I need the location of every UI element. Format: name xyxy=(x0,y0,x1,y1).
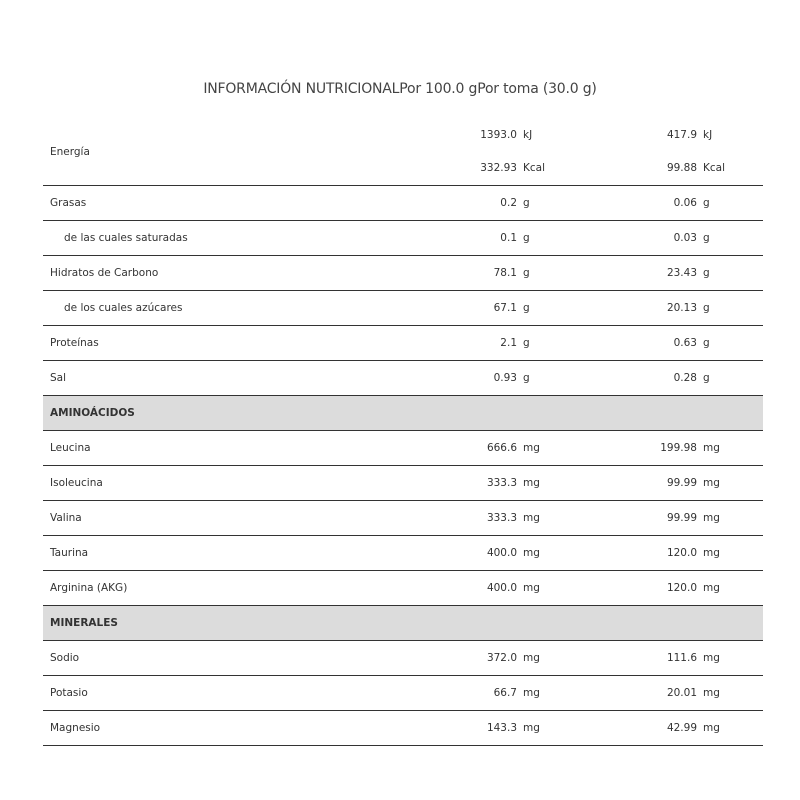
value: 417.9 xyxy=(666,129,697,141)
value: 99.88 xyxy=(666,162,697,174)
per100-cell xyxy=(453,431,573,465)
nutrient-label: Valina xyxy=(50,512,82,524)
value: 332.93 xyxy=(480,162,517,174)
value: 78.1 xyxy=(493,267,517,279)
value: 0.1 xyxy=(500,232,517,244)
nutrient-label: Potasio xyxy=(50,687,88,699)
value: 333.3 xyxy=(486,477,517,489)
unit: g xyxy=(523,372,530,384)
unit: mg xyxy=(703,582,720,594)
value: 99.99 xyxy=(666,512,697,524)
nutrient-label: Arginina (AKG) xyxy=(50,582,128,594)
unit: mg xyxy=(703,652,720,664)
unit: mg xyxy=(703,477,720,489)
serving-cell xyxy=(633,571,763,605)
table-row xyxy=(43,501,763,536)
nutrient-label: Taurina xyxy=(50,547,89,559)
energy-kj-serving xyxy=(633,118,763,152)
nutrient-label: Leucina xyxy=(50,442,91,454)
value: 0.93 xyxy=(493,372,517,384)
nutrient-label: Magnesio xyxy=(50,722,101,734)
unit: mg xyxy=(523,547,540,559)
unit: kJ xyxy=(703,129,713,141)
serving-cell xyxy=(633,466,763,500)
unit: mg xyxy=(523,442,540,454)
serving-cell xyxy=(633,221,763,255)
per100-cell xyxy=(453,361,573,395)
table-row xyxy=(43,291,763,326)
unit: mg xyxy=(703,687,720,699)
unit: g xyxy=(523,197,530,209)
value: 199.98 xyxy=(660,442,697,454)
section-title: AMINOÁCIDOS xyxy=(50,407,135,419)
unit: mg xyxy=(703,547,720,559)
table-row xyxy=(43,326,763,361)
table-row xyxy=(43,641,763,676)
unit: g xyxy=(703,372,710,384)
table-row xyxy=(43,711,763,746)
per100-cell xyxy=(453,466,573,500)
per100-cell xyxy=(453,501,573,535)
value: 2.1 xyxy=(500,337,517,349)
value: 20.01 xyxy=(666,687,697,699)
value: 333.3 xyxy=(486,512,517,524)
value: 67.1 xyxy=(493,302,517,314)
serving-cell xyxy=(633,501,763,535)
section-title: MINERALES xyxy=(50,617,118,629)
nutrient-label: Proteínas xyxy=(50,337,99,349)
nutrition-table xyxy=(43,118,763,746)
table-row xyxy=(43,186,763,221)
unit: g xyxy=(703,232,710,244)
per100-cell xyxy=(453,221,573,255)
serving-cell xyxy=(633,186,763,220)
value: 0.63 xyxy=(673,337,697,349)
unit: mg xyxy=(703,722,720,734)
nutrient-label: Isoleucina xyxy=(50,477,103,489)
energy-label: Energía xyxy=(50,145,90,158)
per100-cell xyxy=(453,256,573,290)
unit: mg xyxy=(523,582,540,594)
unit: mg xyxy=(523,512,540,524)
unit: kJ xyxy=(523,129,533,141)
energy-kcal-serving xyxy=(633,151,763,185)
per100-cell xyxy=(453,711,573,745)
unit: g xyxy=(703,197,710,209)
section-header-aminoacids xyxy=(43,396,763,431)
table-row xyxy=(43,431,763,466)
energy-kcal-per100 xyxy=(453,151,573,185)
value: 0.28 xyxy=(673,372,697,384)
nutrient-label: Hidratos de Carbono xyxy=(50,267,159,279)
nutrient-label: Sal xyxy=(50,372,67,384)
value: 0.03 xyxy=(673,232,697,244)
table-row xyxy=(43,571,763,606)
serving-cell xyxy=(633,711,763,745)
value: 400.0 xyxy=(486,582,517,594)
value: 143.3 xyxy=(486,722,517,734)
per100-cell xyxy=(453,641,573,675)
table-row xyxy=(43,256,763,291)
value: 0.2 xyxy=(500,197,517,209)
serving-cell xyxy=(633,431,763,465)
serving-cell xyxy=(633,291,763,325)
unit: Kcal xyxy=(703,162,726,174)
unit: g xyxy=(703,337,710,349)
unit: g xyxy=(523,232,530,244)
per100-cell xyxy=(453,326,573,360)
unit: g xyxy=(523,267,530,279)
value: 99.99 xyxy=(666,477,697,489)
per100-cell xyxy=(453,571,573,605)
value: 0.06 xyxy=(673,197,697,209)
unit: mg xyxy=(523,687,540,699)
unit: mg xyxy=(703,512,720,524)
table-row xyxy=(43,536,763,571)
unit: mg xyxy=(523,477,540,489)
value: 120.0 xyxy=(666,547,697,559)
unit: mg xyxy=(523,652,540,664)
table-row xyxy=(43,466,763,501)
serving-cell xyxy=(633,676,763,710)
unit: mg xyxy=(523,722,540,734)
unit: Kcal xyxy=(523,162,546,174)
per100-cell xyxy=(453,186,573,220)
unit: mg xyxy=(703,442,720,454)
value: 20.13 xyxy=(666,302,697,314)
serving-cell xyxy=(633,641,763,675)
serving-cell xyxy=(633,256,763,290)
per100-cell xyxy=(453,676,573,710)
table-title: INFORMACIÓN NUTRICIONALPor 100.0 gPor toma (30.0 g) xyxy=(203,81,597,97)
value: 666.6 xyxy=(486,442,517,454)
value: 23.43 xyxy=(666,267,697,279)
table-row xyxy=(43,676,763,711)
value: 372.0 xyxy=(486,652,517,664)
nutrient-label: Sodio xyxy=(50,652,80,664)
nutrient-label: de los cuales azúcares xyxy=(64,302,183,314)
serving-cell xyxy=(633,326,763,360)
nutrient-label: de las cuales saturadas xyxy=(64,232,188,244)
table-row xyxy=(43,361,763,396)
value: 111.6 xyxy=(666,652,697,664)
value: 120.0 xyxy=(666,582,697,594)
nutrient-label: Grasas xyxy=(50,197,87,209)
serving-cell xyxy=(633,361,763,395)
unit: g xyxy=(523,337,530,349)
value: 400.0 xyxy=(486,547,517,559)
energy-row xyxy=(43,118,763,186)
unit: g xyxy=(703,302,710,314)
unit: g xyxy=(703,267,710,279)
per100-cell xyxy=(453,536,573,570)
table-row xyxy=(43,221,763,256)
per100-cell xyxy=(453,291,573,325)
value: 66.7 xyxy=(493,687,517,699)
serving-cell xyxy=(633,536,763,570)
unit: g xyxy=(523,302,530,314)
energy-kj-per100 xyxy=(453,118,573,152)
value: 1393.0 xyxy=(480,129,517,141)
value: 42.99 xyxy=(666,722,697,734)
section-header-minerals xyxy=(43,606,763,641)
